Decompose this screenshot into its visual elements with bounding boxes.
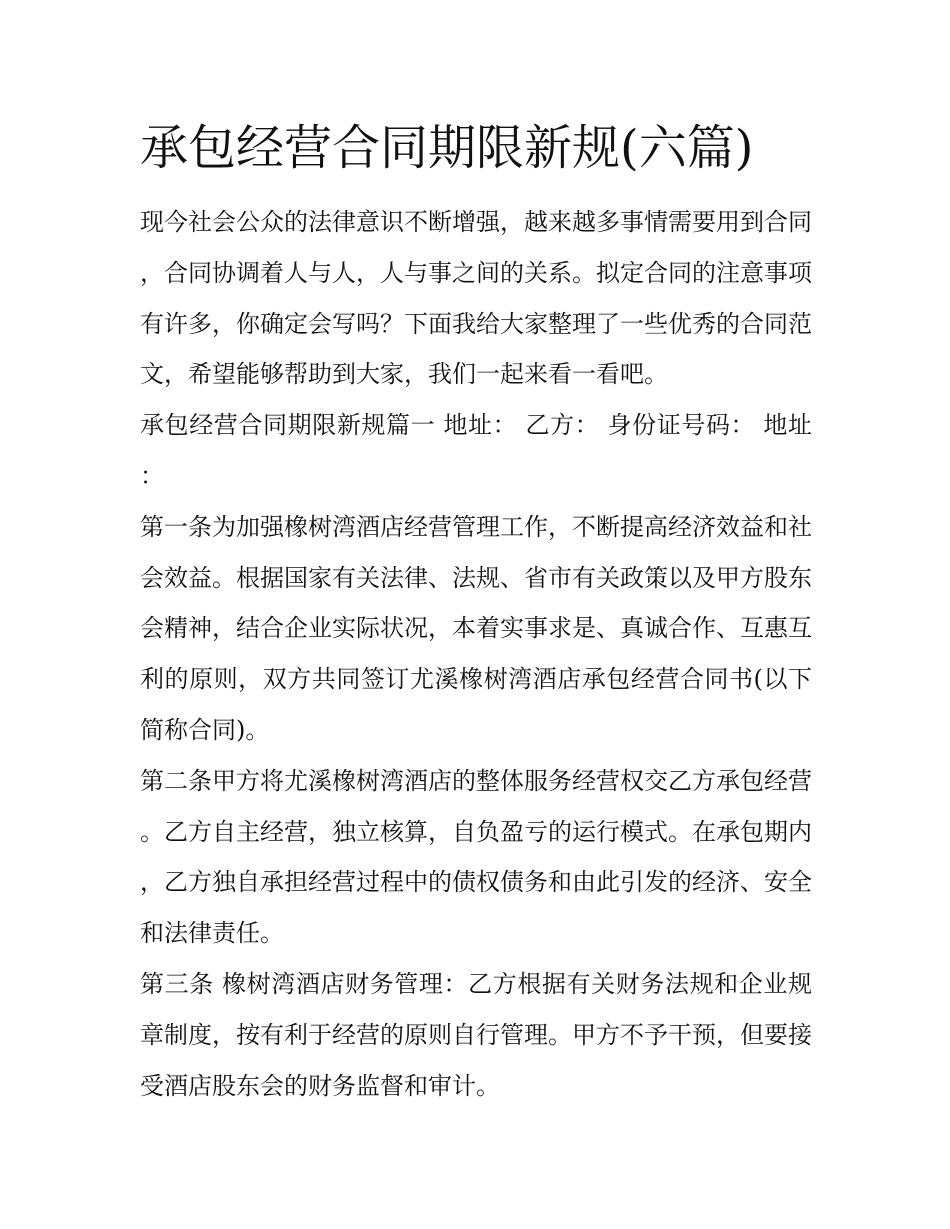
paragraph-article-2: 第二条甲方将尤溪橡树湾酒店的整体服务经营权交乙方承包经营。乙方自主经营，独立核算，自负盈亏的运行模式。在承包期内，乙方独自承担经营过程中的债权债务和由此引发的经济、安全和法律责任。 (140, 766, 812, 948)
document-title: 承包经营合同期限新规(六篇) (140, 120, 754, 176)
paragraph-part-one-header: 承包经营合同期限新规篇一 地址： 乙方： 身份证号码： 地址： (140, 411, 812, 490)
document-body (140, 197, 812, 1111)
paragraph-intro: 现今社会公众的法律意识不断增强，越来越多事情需要用到合同，合同协调着人与人，人与事之间的关系。拟定合同的注意事项有许多，你确定会写吗？下面我给大家整理了一些优秀的合同范文，希望能够帮助到大家，我们一起来看一看吧。 (140, 208, 812, 389)
paragraph-article-1: 第一条为加强橡树湾酒店经营管理工作，不断提高经济效益和社会效益。根据国家有关法律、法规、省市有关政策以及甲方股东会精神，结合企业实际状况，本着实事求是、真诚合作、互惠互利的原则，双方共同签订尤溪橡树湾酒店承包经营合同书(以下简称合同)。 (140, 512, 812, 744)
paragraph-article-3: 第三条 橡树湾酒店财务管理：乙方根据有关财务法规和企业规章制度，按有利于经营的原则自行管理。甲方不予干预，但要接受酒店股东会的财务监督和审计。 (140, 969, 812, 1100)
